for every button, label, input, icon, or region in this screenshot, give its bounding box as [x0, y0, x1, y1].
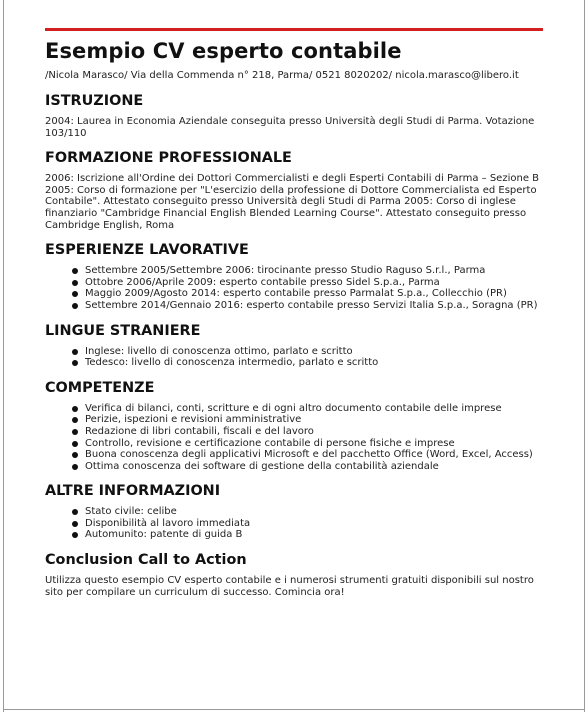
bullet-icon	[72, 441, 78, 447]
page-border-left	[3, 0, 4, 712]
list-item	[45, 414, 545, 426]
list-item	[45, 518, 545, 530]
list-item-text: Buona conoscenza degli applicativi Microsoft e del pacchetto Office (Word, Excel, Access)	[85, 449, 533, 461]
list-item-text: Tedesco: livello di conoscenza intermedio, parlato e scritto	[85, 357, 379, 369]
bullet-icon	[72, 509, 78, 515]
list-item-text: Stato civile: celibe	[85, 506, 177, 518]
page-border-bottom	[3, 709, 585, 710]
bullet-list	[45, 403, 545, 473]
list-item	[45, 449, 545, 461]
list-item	[45, 438, 545, 450]
list-item-text: Verifica di bilanci, conti, scritture e di ogni altro documento contabile delle imprese	[85, 402, 502, 414]
bullet-icon	[72, 349, 78, 355]
section-esperienze	[45, 241, 545, 311]
list-item	[45, 265, 545, 277]
list-item-text: Ottobre 2006/Aprile 2009: esperto contabile presso Sidel S.p.a., Parma	[85, 276, 440, 288]
header-accent-bar	[45, 28, 543, 31]
list-item-text: Perizie, ispezioni e revisioni amministrative	[85, 414, 302, 426]
section-formazione	[45, 149, 545, 231]
section-heading: COMPETENZE	[45, 379, 155, 396]
list-item	[45, 506, 545, 518]
bullet-list	[45, 265, 545, 311]
list-item-text: Automunito: patente di guida B	[85, 529, 243, 541]
section-istruzione	[45, 92, 545, 139]
section-competenze	[45, 379, 545, 473]
page-border-right	[584, 0, 585, 712]
bullet-list	[45, 506, 545, 541]
section-heading: LINGUE STRANIERE	[45, 322, 201, 339]
bullet-icon	[72, 452, 78, 458]
list-item-text: Inglese: livello di conoscenza ottimo, parlato e scritto	[85, 345, 353, 357]
section-text: 2004: Laurea in Economia Aziendale conseguita presso Università degli Studi di Parma. Votazione 103/110	[45, 116, 535, 139]
list-item-text: Settembre 2005/Settembre 2006: tirocinante presso Studio Raguso S.r.l., Parma	[85, 265, 486, 277]
list-item	[45, 426, 545, 438]
bullet-icon	[72, 417, 78, 423]
list-item-text: Ottima conoscenza dei software di gestione della contabilità aziendale	[85, 460, 439, 472]
section-heading: FORMAZIONE PROFESSIONALE	[45, 150, 292, 167]
list-item-text: Redazione di libri contabili, fiscali e del lavoro	[85, 425, 314, 437]
section-heading: ESPERIENZE LAVORATIVE	[45, 242, 249, 259]
list-item-text: Disponibilità al lavoro immediata	[85, 517, 251, 529]
bullet-icon	[72, 406, 78, 412]
section-heading: Conclusion Call to Action	[45, 552, 247, 569]
section-text: 2006: Iscrizione all'Ordine dei Dottori Commercialisti e degli Esperti Contabili di Parma – Sezione B 2005: Corso di formazione per "L'esercizio della professione di Dottore Commercialista ed Esperto Contabile". Attestato conseguito presso Università degli Studi di Parma 2005: Corso di inglese finanziario "Cambridge Financial English Blended Learning Course". Attestato conseguito presso Cambridge English, Roma	[45, 173, 540, 231]
section-conclusion	[45, 551, 545, 598]
list-item	[45, 461, 545, 473]
list-item	[45, 288, 545, 300]
bullet-icon	[72, 303, 78, 309]
list-item-text: Maggio 2009/Agosto 2014: esperto contabile presso Parmalat S.p.a., Collecchio (PR)	[85, 288, 507, 300]
contact-info: /Nicola Marasco/ Via della Commenda n° 218, Parma/ 0521 8020202/ nicola.marasco@libero.it	[45, 70, 519, 81]
section-heading: ALTRE INFORMAZIONI	[45, 483, 221, 500]
bullet-icon	[72, 280, 78, 286]
bullet-icon	[72, 360, 78, 366]
list-item	[45, 357, 545, 369]
bullet-icon	[72, 464, 78, 470]
list-item-text: Settembre 2014/Gennaio 2016: esperto contabile presso Servizi Italia S.p.a., Soragna (PR)	[85, 299, 538, 311]
section-altre-informazioni	[45, 482, 545, 541]
list-item	[45, 300, 545, 312]
page-title: Esempio CV esperto contabile	[45, 39, 402, 63]
bullet-list	[45, 346, 545, 369]
list-item-text: Controllo, revisione e certificazione contabile di persone fisiche e imprese	[85, 437, 455, 449]
section-text: Utilizza questo esempio CV esperto contabile e i numerosi strumenti gratuiti disponibili sul nostro sito per compilare un curriculum di successo. Comincia ora!	[45, 575, 534, 598]
list-item	[45, 403, 545, 415]
section-heading: ISTRUZIONE	[45, 93, 144, 109]
bullet-icon	[72, 268, 78, 274]
cv-content	[45, 38, 545, 608]
bullet-icon	[72, 429, 78, 435]
bullet-icon	[72, 532, 78, 538]
bullet-icon	[72, 521, 78, 527]
list-item	[45, 277, 545, 289]
bullet-icon	[72, 291, 78, 297]
list-item	[45, 346, 545, 358]
list-item	[45, 529, 545, 541]
section-lingue	[45, 322, 545, 369]
